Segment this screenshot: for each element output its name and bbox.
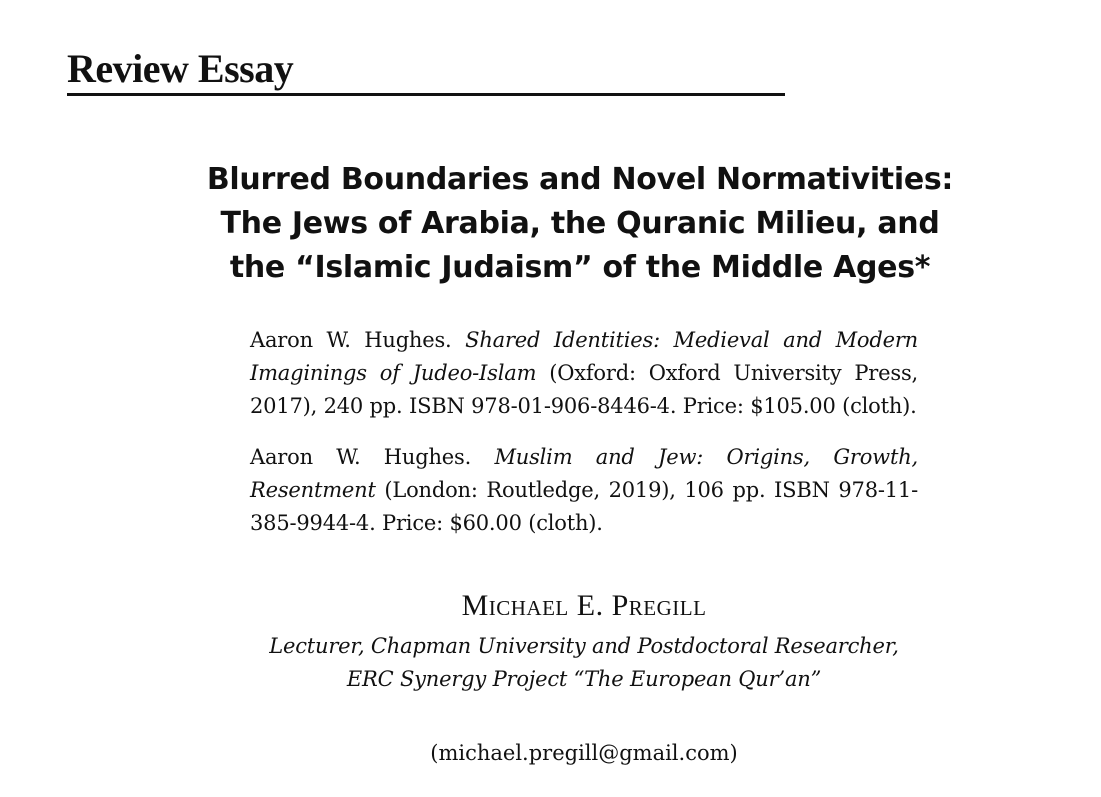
reviewer-name: Michael E. Pregill: [461, 589, 707, 622]
reviewer-email: (michael.pregill@gmail.com): [430, 741, 738, 765]
book-author: Aaron W. Hughes.: [250, 445, 472, 469]
affiliation-line: Lecturer, Chapman University and Postdoctoral Researcher,: [269, 634, 899, 658]
reviewer-affiliation: [230, 630, 938, 696]
book-title: Shared Identities: Medieval and Modern Imaginings of Judeo-Islam: [250, 328, 918, 385]
book-author: Aaron W. Hughes.: [250, 328, 452, 352]
book-citation: [250, 324, 918, 423]
essay-title: [200, 158, 960, 290]
essay-title-line: Blurred Boundaries and Novel Normativities:: [206, 162, 954, 197]
book-details: (Oxford: Oxford University Press, 2017), 240 pp. ISBN 978-01-906-8446-4. Price: $105.00 (cloth).: [250, 361, 918, 418]
affiliation-line: ERC Synergy Project “The European Qur’an”: [346, 667, 822, 691]
book-citation: [250, 441, 918, 540]
essay-title-line: The Jews of Arabia, the Quranic Milieu, and: [220, 206, 940, 241]
essay-title-line: the “Islamic Judaism” of the Middle Ages*: [229, 250, 931, 285]
section-header: [67, 44, 785, 96]
section-label: Review Essay: [67, 46, 294, 91]
book-title: Muslim and Jew: Origins, Growth, Resentment: [250, 445, 918, 502]
book-details: (London: Routledge, 2019), 106 pp. ISBN 978-11-385-9944-4. Price: $60.00 (cloth).: [250, 478, 918, 535]
